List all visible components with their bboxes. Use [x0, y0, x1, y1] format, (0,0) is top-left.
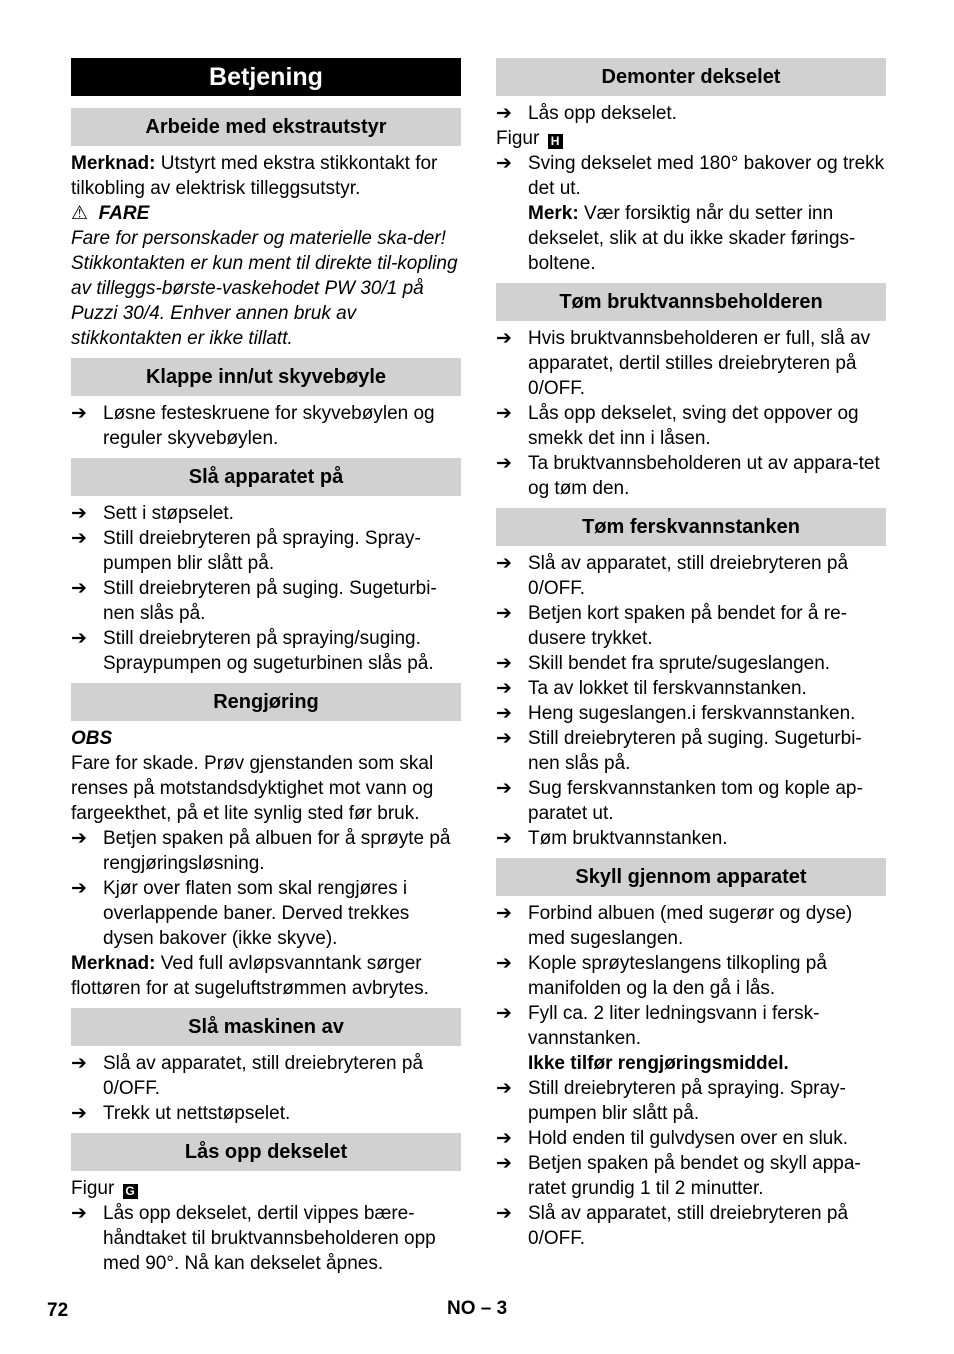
arrow-right-icon: ➔ [496, 1003, 512, 1024]
list-item: ➔ Lås opp dekselet. [496, 103, 677, 124]
arrow-right-icon: ➔ [496, 653, 512, 674]
arrow-right-icon: ➔ [496, 1128, 512, 1149]
obs-label: OBS [71, 728, 113, 749]
arrow-right-icon: ➔ [496, 678, 512, 699]
list-item: ➔ Skill bendet fra sprute/sugeslangen. [496, 653, 831, 674]
arrow-right-icon: ➔ [496, 1203, 512, 1224]
list-item: ➔ Betjen kort spaken på bendet for å re-dusere trykket. [496, 603, 847, 649]
section-heading-skyll: Skyll gjennom apparatet [496, 858, 886, 896]
bold-note: Ikke tilfør rengjøringsmiddel. [528, 1053, 789, 1074]
list-item: ➔ Ta av lokket til ferskvannstanken. [496, 678, 807, 699]
arrow-right-icon: ➔ [496, 553, 512, 574]
note-label: Merk: [528, 203, 579, 224]
arrow-right-icon: ➔ [496, 603, 512, 624]
section-code: NO – 3 [447, 1298, 508, 1319]
figure-letter-badge: G [123, 1184, 138, 1199]
list-item: ➔ Sving dekselet med 180° bakover og trekk det ut. [496, 153, 885, 199]
arrow-right-icon: ➔ [496, 153, 512, 174]
list-item: ➔ Still dreiebryteren på suging. Sugeturbi-nen slås på. [71, 578, 437, 624]
list-lås-opp [71, 1201, 461, 1276]
section-heading-demonter: Demonter dekselet [496, 58, 886, 96]
list-skyvebøyle [71, 401, 461, 451]
list-item: ➔ Still dreiebryteren på spraying. Spray-pumpen blir slått på. [496, 1078, 846, 1124]
arrow-right-icon: ➔ [496, 903, 512, 924]
arrow-right-icon: ➔ [71, 403, 87, 424]
list-item: ➔ Kjør over flaten som skal rengjøres i overlappende baner. Derved trekkes dysen bakover (ikke skyve). [71, 878, 410, 949]
list-item: ➔ Kople sprøyteslangens tilkopling på manifolden og la den gå i lås. [496, 953, 827, 999]
section-heading-slå-på: Slå apparatet på [71, 458, 461, 496]
note-text: Vær forsiktig når du setter inn dekselet, slik at du ikke skader førings-boltene. [528, 203, 856, 274]
arrow-right-icon: ➔ [496, 403, 512, 424]
section-heading-ekstrautstyr: Arbeide med ekstrautstyr [71, 108, 461, 146]
list-item: ➔ Lås opp dekselet, sving det oppover og smekk det inn i låsen. [496, 403, 859, 449]
list-item: ➔ Ta bruktvannsbeholderen ut av appara-tet og tøm den. [496, 453, 880, 499]
list-item: ➔ Trekk ut nettstøpselet. [71, 1103, 291, 1124]
note-label: Merknad: [71, 953, 156, 974]
list-item: ➔ Still dreiebryteren på suging. Sugeturbi-nen slås på. [496, 728, 862, 774]
section-heading-rengjøring: Rengjøring [71, 683, 461, 721]
list-skyll-a [496, 901, 886, 1051]
arrow-right-icon: ➔ [71, 578, 87, 599]
arrow-right-icon: ➔ [496, 828, 512, 849]
section-heading-slå-av: Slå maskinen av [71, 1008, 461, 1046]
list-item: ➔ Tøm bruktvannstanken. [496, 828, 728, 849]
arrow-right-icon: ➔ [71, 1103, 87, 1124]
list-demonter-a [496, 101, 886, 126]
list-item: ➔ Betjen spaken på albuen for å sprøyte på rengjøringsløsning. [71, 828, 451, 874]
arrow-right-icon: ➔ [496, 1078, 512, 1099]
note-text: Ved full avløpsvanntank sørger flottøren for at sugeluftstrømmen avbrytes. [71, 953, 429, 999]
arrow-right-icon: ➔ [496, 103, 512, 124]
arrow-right-icon: ➔ [496, 728, 512, 749]
warning-heading [71, 201, 461, 226]
list-item: ➔ Slå av apparatet, still dreiebryteren på 0/OFF. [496, 1203, 849, 1249]
arrow-right-icon: ➔ [71, 878, 87, 899]
arrow-right-icon: ➔ [496, 328, 512, 349]
list-item: ➔ Slå av apparatet, still dreiebryteren på 0/OFF. [496, 553, 849, 599]
arrow-right-icon: ➔ [71, 828, 87, 849]
list-item: ➔ Fyll ca. 2 liter ledningsvann i fersk-vannstanken. [496, 1003, 820, 1049]
list-slå-av [71, 1051, 461, 1126]
list-bruktvann [496, 326, 886, 501]
page-number: 72 [47, 1300, 69, 1321]
list-item: ➔ Slå av apparatet, still dreiebryteren på 0/OFF. [71, 1053, 424, 1099]
arrow-right-icon: ➔ [71, 628, 87, 649]
list-item: ➔ Still dreiebryteren på spraying. Spray-pumpen blir slått på. [71, 528, 421, 574]
warning-text: Fare for personskader og materielle ska-der! Stikkontakten er kun ment til direkte til-kopling av tilleggs-børste-vaskehodet PW 30/1 på Puzzi 30/4. Enhver annen bruk av stikkontakten er ikke tillatt. [71, 228, 458, 349]
list-rengjøring [71, 826, 461, 951]
list-item: ➔ Hold enden til gulvdysen over en sluk. [496, 1128, 849, 1149]
list-item: ➔ Heng sugeslangen.i ferskvannstanken. [496, 703, 856, 724]
left-column [71, 58, 461, 1276]
list-skyll-b [496, 1076, 886, 1251]
arrow-right-icon: ➔ [496, 703, 512, 724]
arrow-right-icon: ➔ [71, 503, 87, 524]
note-ekstrautstyr [71, 151, 461, 201]
arrow-right-icon: ➔ [496, 1153, 512, 1174]
list-demonter-b [496, 151, 886, 201]
section-heading-lås-opp: Lås opp dekselet [71, 1133, 461, 1171]
note-label: Merknad: [71, 153, 156, 174]
list-item: ➔ Hvis bruktvannsbeholderen er full, slå av apparatet, dertil stilles dreiebryteren på 0/OFF. [496, 328, 871, 399]
warning-icon: ⚠ [71, 203, 89, 224]
arrow-right-icon: ➔ [71, 1203, 87, 1224]
list-item: ➔ Sett i støpselet. [71, 503, 234, 524]
list-item: ➔ Lås opp dekselet, dertil vippes bære-håndtaket til bruktvannsbeholderen opp med 90°. Nå kan dekselet åpnes. [71, 1203, 436, 1274]
list-slå-på [71, 501, 461, 676]
warning-label: FARE [98, 203, 150, 224]
page-title: Betjening [71, 58, 461, 96]
section-heading-ferskvann: Tøm ferskvannstanken [496, 508, 886, 546]
arrow-right-icon: ➔ [496, 953, 512, 974]
figure-letter-badge: H [548, 134, 563, 149]
arrow-right-icon: ➔ [496, 453, 512, 474]
list-item: ➔ Forbind albuen (med sugerør og dyse) med sugeslangen. [496, 903, 853, 949]
list-ferskvann [496, 551, 886, 851]
obs-text: Fare for skade. Prøv gjenstanden som skal renses på motstandsdyktighet mot vann og fargeekthet, på et lite synlig sted før bruk. [71, 753, 434, 824]
list-item: ➔ Betjen spaken på bendet og skyll appa-ratet grundig 1 til 2 minutter. [496, 1153, 861, 1199]
list-item: ➔ Løsne festeskruene for skyvebøylen og reguler skyvebøylen. [71, 403, 435, 449]
note-text: Utstyrt med ekstra stikkontakt for tilkobling av elektrisk tilleggsutstyr. [71, 153, 438, 199]
section-heading-skyvebøyle: Klappe inn/ut skyvebøyle [71, 358, 461, 396]
arrow-right-icon: ➔ [71, 528, 87, 549]
figure-reference: Figur G [71, 1176, 461, 1201]
arrow-right-icon: ➔ [496, 778, 512, 799]
note-demonter [496, 201, 886, 276]
right-column [496, 58, 886, 1251]
arrow-right-icon: ➔ [71, 1053, 87, 1074]
note-rengjøring [71, 951, 461, 1001]
list-item: ➔ Still dreiebryteren på spraying/suging. Spraypumpen og sugeturbinen slås på. [71, 628, 434, 674]
list-item: ➔ Sug ferskvannstanken tom og kople ap-paratet ut. [496, 778, 863, 824]
figure-reference: Figur H [496, 126, 886, 151]
section-heading-bruktvann: Tøm bruktvannsbeholderen [496, 283, 886, 321]
